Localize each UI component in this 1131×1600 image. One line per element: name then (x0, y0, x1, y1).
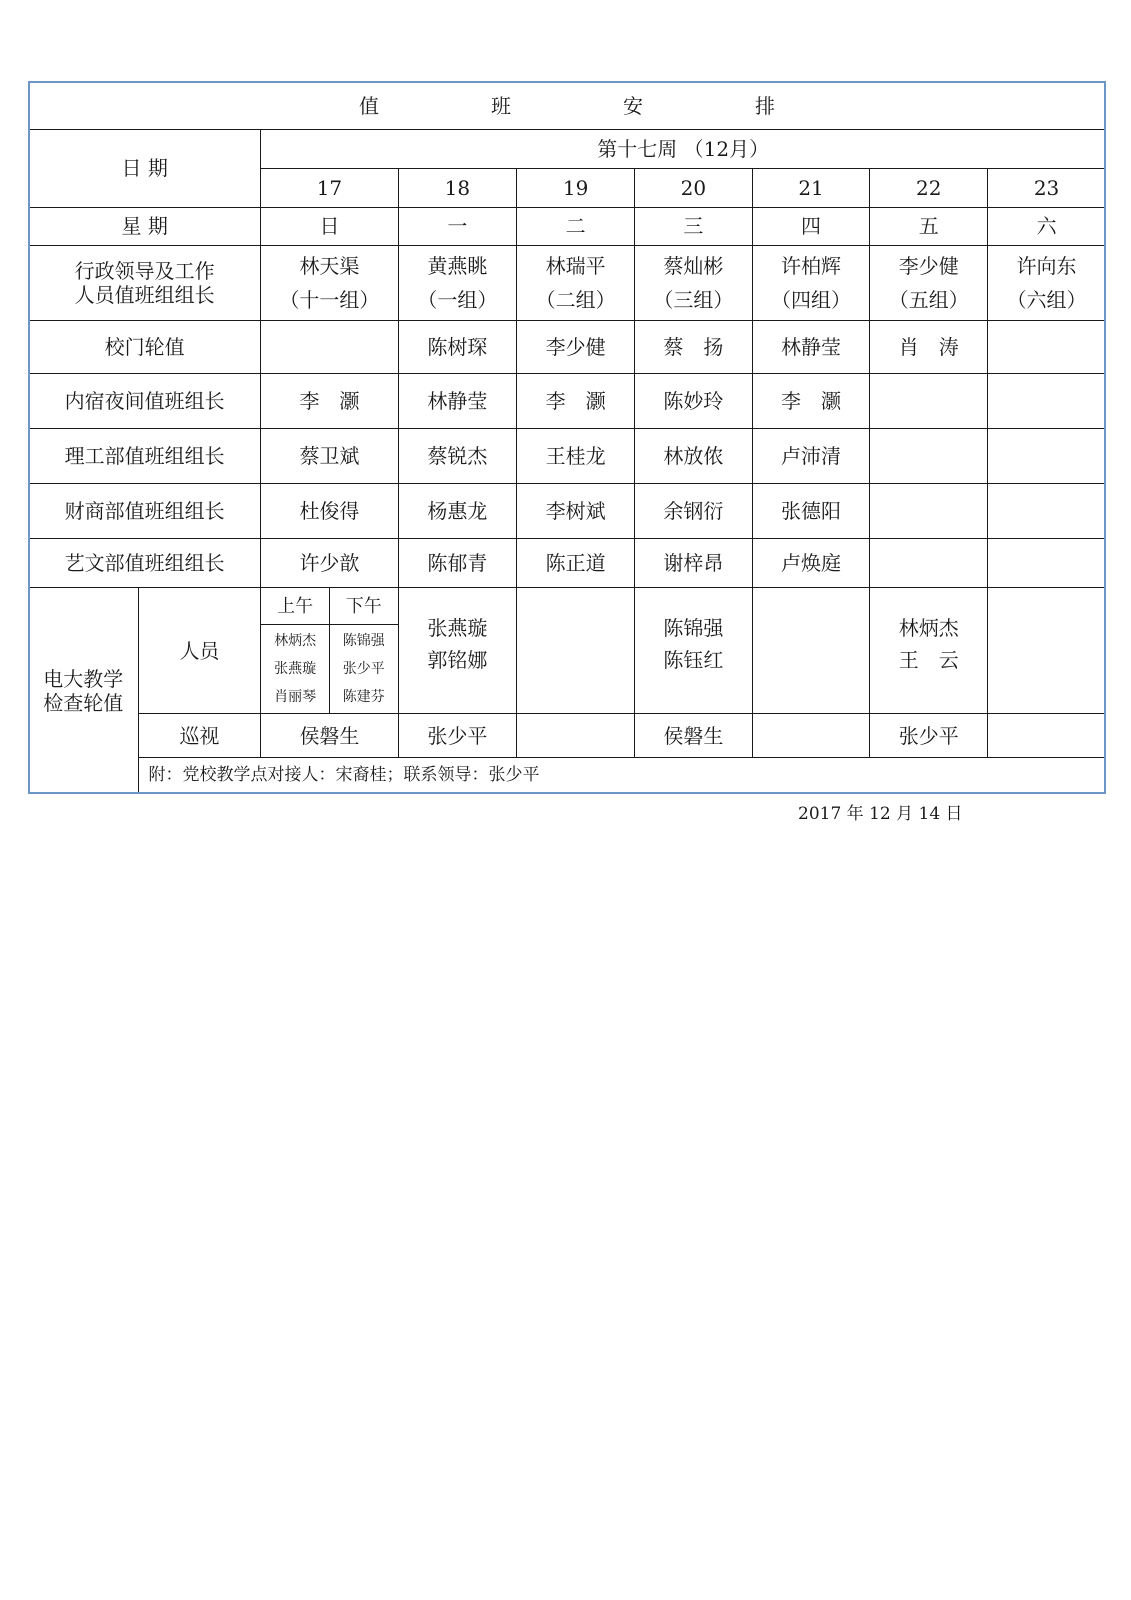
admin-group: （二组） (535, 287, 616, 312)
dorm-duty-label: 内宿夜间值班组长 (29, 373, 261, 428)
tvu-am-name: 林炳杰 (274, 632, 317, 649)
weekday-cell: 日 (261, 207, 398, 245)
dorm-cell: 李 灏 (261, 373, 398, 428)
date-cell: 19 (517, 168, 635, 207)
engineering-cell: 王桂龙 (517, 428, 635, 483)
engineering-cell: 蔡卫斌 (261, 428, 398, 483)
tvu-pm-name: 陈建芬 (342, 688, 385, 705)
weekday-cell: 六 (988, 207, 1106, 245)
finance-cell: 杜俊得 (261, 483, 398, 538)
weekday-label: 星 期 (29, 207, 261, 245)
gate-cell: 李少健 (517, 321, 635, 373)
date-cell: 22 (870, 168, 988, 207)
pm-header: 下午 (330, 588, 398, 625)
weekday-cell: 二 (517, 207, 635, 245)
arts-cell: 陈郁青 (398, 539, 517, 588)
tvu-staff-name: 王 云 (898, 648, 959, 673)
arts-cell: 陈正道 (517, 539, 635, 588)
engineering-duty-label: 理工部值班组组长 (29, 428, 261, 483)
date-cell: 18 (398, 168, 517, 207)
schedule-title: 值 班 安 排 (29, 82, 1106, 130)
tvu-pm-name: 张少平 (342, 660, 385, 677)
gate-cell: 蔡 扬 (634, 321, 752, 373)
date-cell: 23 (988, 168, 1106, 207)
tvu-am-name: 张燕璇 (274, 660, 317, 677)
admin-name: 李少健 (898, 253, 959, 278)
admin-group: （四组） (771, 287, 852, 312)
sign-date: 2017 年 12 月 14 日 (798, 804, 963, 824)
gate-cell: 林静莹 (752, 321, 870, 373)
gate-cell: 陈树琛 (398, 321, 517, 373)
admin-group: （三组） (653, 287, 734, 312)
admin-name: 黄燕眺 (427, 253, 488, 278)
tvu-staff-name: 张燕璇 (427, 616, 488, 641)
admin-name: 蔡灿彬 (663, 253, 724, 278)
weekday-cell: 三 (634, 207, 752, 245)
admin-group: （五组） (888, 287, 969, 312)
tvu-inspection-label: 电大教学 检查轮值 (29, 588, 139, 794)
admin-name: 许向东 (1016, 253, 1077, 278)
gate-duty-label: 校门轮值 (29, 321, 261, 373)
table-frame (28, 81, 1106, 794)
weekday-cell: 一 (398, 207, 517, 245)
am-header: 上午 (261, 588, 329, 625)
patrol-cell: 张少平 (398, 714, 517, 758)
tvu-staff-name: 陈锦强 (663, 616, 724, 641)
gate-cell: 肖 涛 (870, 321, 988, 373)
tvu-pm-name: 陈锦强 (342, 632, 385, 649)
tvu-staff-label: 人员 (138, 588, 261, 714)
footnote: 附：党校教学点对接人：宋裔桂；联系领导：张少平 (138, 758, 1105, 794)
arts-duty-label: 艺文部值班组组长 (29, 539, 261, 588)
finance-cell: 张德阳 (752, 483, 870, 538)
admin-group: （一组） (417, 287, 498, 312)
dorm-cell: 陈妙玲 (634, 373, 752, 428)
finance-duty-label: 财商部值班组组长 (29, 483, 261, 538)
arts-cell: 许少歆 (261, 539, 398, 588)
engineering-cell: 林放侬 (634, 428, 752, 483)
tvu-am-name: 肖丽琴 (274, 688, 317, 705)
finance-cell: 杨惠龙 (398, 483, 517, 538)
tvu-staff-name: 陈钰红 (663, 648, 724, 673)
patrol-cell: 张少平 (870, 714, 988, 758)
patrol-cell: 侯磐生 (261, 714, 398, 758)
dorm-cell: 李 灏 (517, 373, 635, 428)
finance-cell: 李树斌 (517, 483, 635, 538)
date-cell: 17 (261, 168, 398, 207)
date-label: 日 期 (29, 130, 261, 208)
admin-group: （六组） (1006, 287, 1087, 312)
dorm-cell: 林静莹 (398, 373, 517, 428)
date-cell: 21 (752, 168, 870, 207)
admin-name: 许柏辉 (781, 253, 842, 278)
week-header: 第十七周 （12月） (261, 130, 1106, 169)
admin-name: 林瑞平 (545, 253, 606, 278)
patrol-cell: 侯磐生 (634, 714, 752, 758)
engineering-cell: 蔡锐杰 (398, 428, 517, 483)
tvu-staff-name: 郭铭娜 (427, 648, 488, 673)
engineering-cell: 卢沛清 (752, 428, 870, 483)
weekday-cell: 五 (870, 207, 988, 245)
finance-cell: 余钢衍 (634, 483, 752, 538)
arts-cell: 卢焕庭 (752, 539, 870, 588)
admin-leader-label: 行政领导及工作 人员值班组组长 (29, 245, 261, 321)
admin-name: 林天渠 (299, 253, 360, 278)
admin-group: （十一组） (279, 287, 380, 312)
patrol-label: 巡视 (138, 714, 261, 758)
dorm-cell: 李 灏 (752, 373, 870, 428)
arts-cell: 谢梓昂 (634, 539, 752, 588)
date-cell: 20 (634, 168, 752, 207)
weekday-cell: 四 (752, 207, 870, 245)
tvu-staff-name: 林炳杰 (898, 616, 959, 641)
